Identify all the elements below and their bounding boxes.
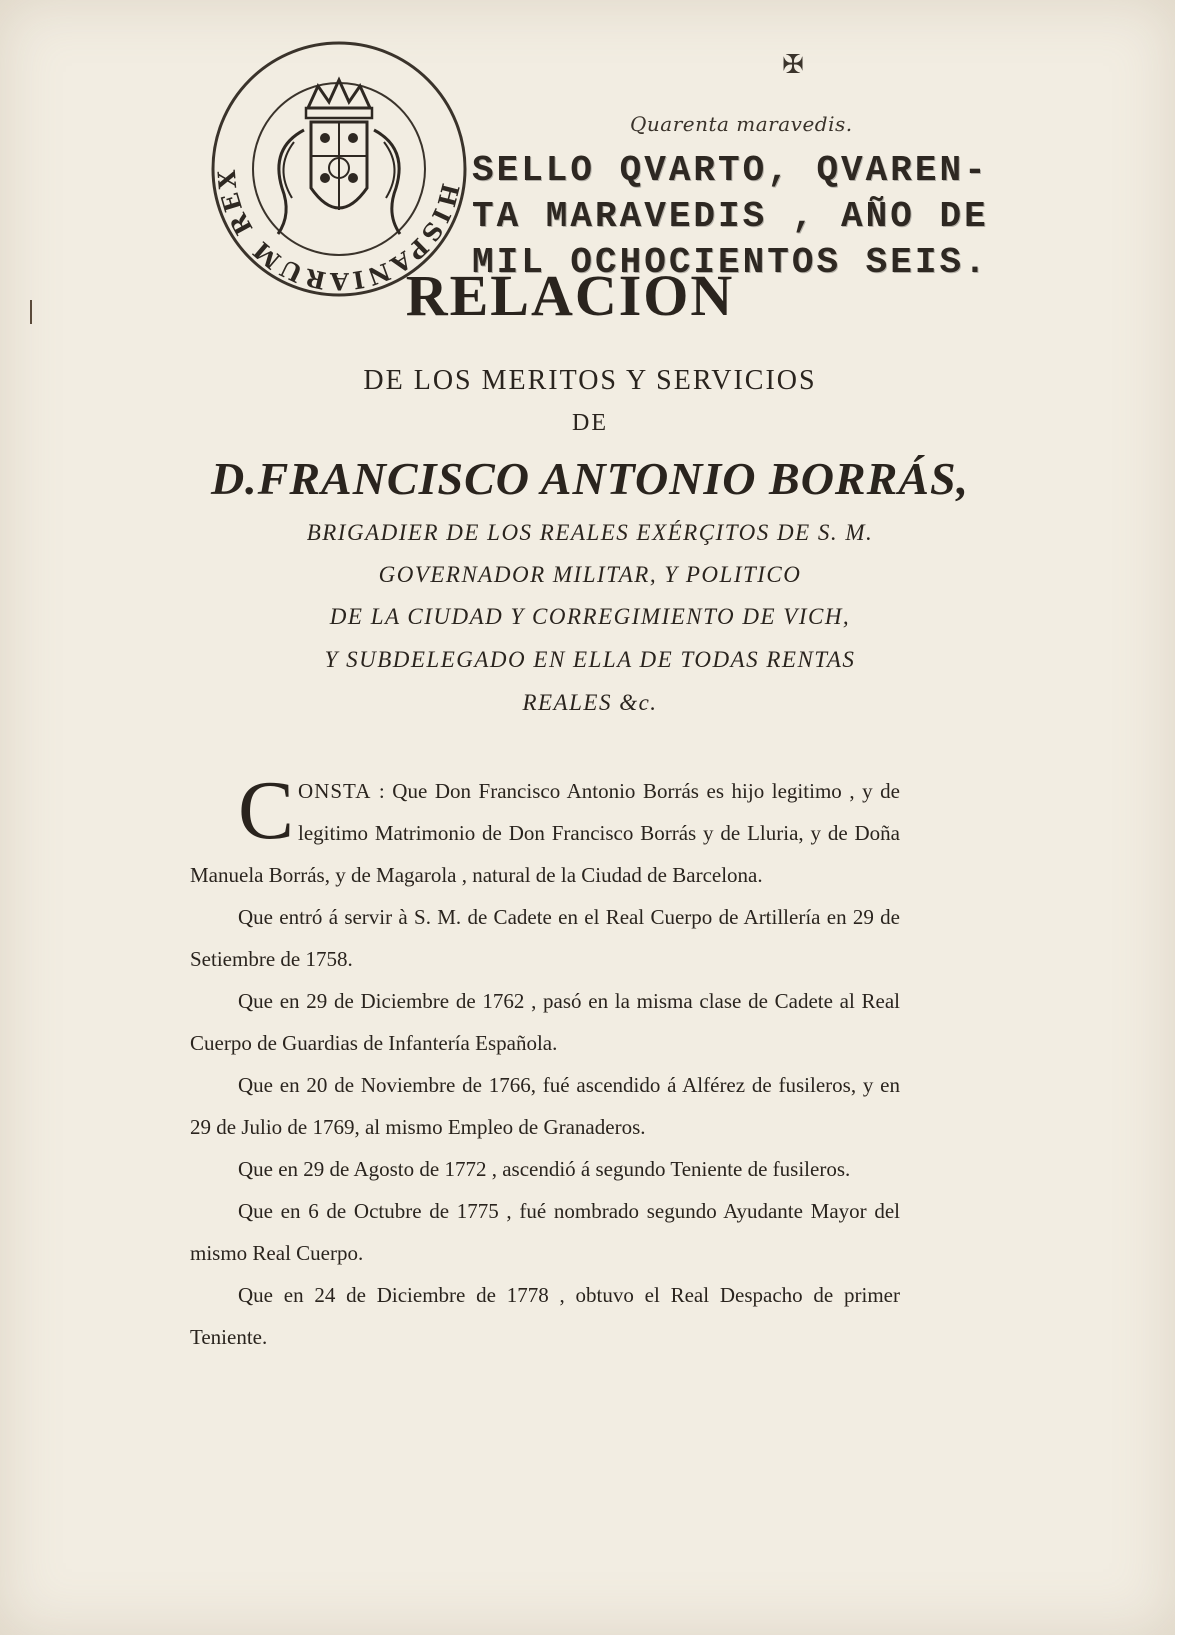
paragraph-4: Que en 20 de Noviembre de 1766, fué ascendido á Alférez de fusileros, y en 29 de Julio de 1769, al mismo Empleo de Granaderos. — [190, 1073, 900, 1139]
rank-line-1: BRIGADIER DE LOS REALES EXÉRÇITOS DE S. M. — [306, 520, 874, 545]
royal-seal-graphic — [208, 38, 470, 300]
paragraph-3: Que en 29 de Diciembre de 1762 , pasó en la misma clase de Cadete al Real Cuerpo de Guardias de Infantería Española. — [190, 989, 900, 1055]
consta-head: ONSTA — [298, 779, 372, 803]
stamp-line-3: MIL OCHOCIENTOS SEIS. — [472, 242, 989, 283]
document-title: RELACION — [405, 263, 735, 328]
scan-background-edge — [1175, 0, 1190, 1635]
subtitle-de: DE — [572, 410, 608, 436]
margin-mark — [30, 300, 38, 324]
stamp-line-1: SELLO QVARTO, QVAREN- — [472, 150, 989, 191]
stamp-line-2: TA MARAVEDIS , AÑO DE — [472, 196, 989, 237]
paragraph-1-text: : Que Don Francisco Antonio Borrás es hijo legitimo , y de legitimo Matrimonio de Don Francisco Borrás y de Lluria, y de Doña Manuela Borrás, y de Magarola , natural de la Ciudad de Barcelona. — [190, 779, 900, 887]
body-text — [190, 764, 900, 1358]
royal-seal — [208, 38, 470, 300]
cross-mark-icon: ✠ — [782, 50, 804, 80]
paragraph-5: Que en 29 de Agosto de 1772 , ascendió á segundo Teniente de fusileros. — [238, 1157, 851, 1181]
person-name: D.FRANCISCO ANTONIO BORRÁS, — [210, 453, 970, 504]
rank-line-5: REALES &c. — [522, 690, 658, 715]
rank-line-4: Y SUBDELEGADO EN ELLA DE TODAS RENTAS — [324, 647, 856, 672]
rank-line-2: GOVERNADOR MILITAR, Y POLITICO — [378, 562, 802, 587]
paragraph-2: Que entró á servir à S. M. de Cadete en el Real Cuerpo de Artillería en 29 de Setiembre de 1758. — [190, 905, 900, 971]
paragraph-7: Que en 24 de Diciembre de 1778 , obtuvo el Real Despacho de primer Teniente. — [190, 1283, 900, 1349]
stamp-small-text: Quarenta maravedis. — [630, 112, 853, 136]
paragraph-consta — [190, 764, 900, 896]
svg-text:HISPANIARUM REX · CAROLUS IV D: HISPANIARUM REX — [211, 166, 466, 297]
drop-cap: C — [238, 764, 295, 857]
paragraph-6: Que en 6 de Octubre de 1775 , fué nombrado segundo Ayudante Mayor del mismo Real Cuerpo. — [190, 1199, 900, 1265]
rank-line-3: DE LA CIUDAD Y CORREGIMIENTO DE VICH, — [329, 604, 851, 629]
subtitle-merits: DE LOS MERITOS Y SERVICIOS — [363, 365, 817, 396]
